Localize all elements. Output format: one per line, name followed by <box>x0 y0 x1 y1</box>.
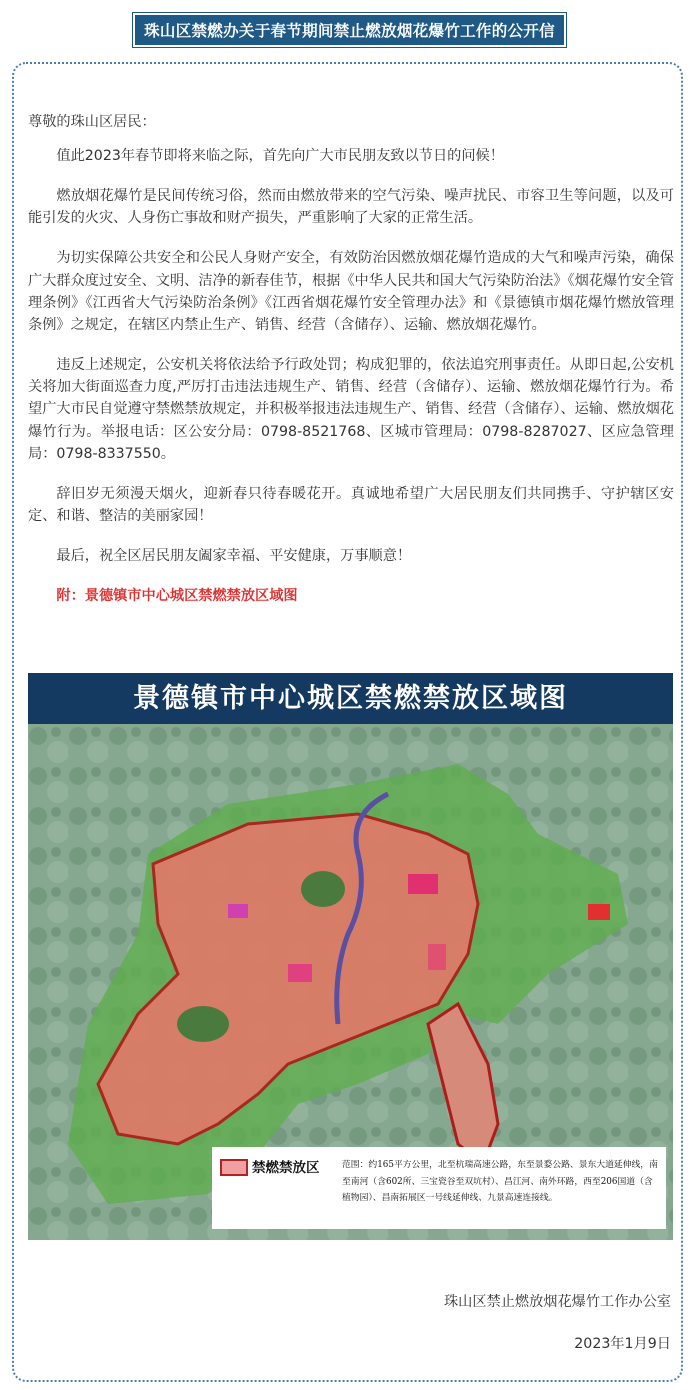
paragraph: 违反上述规定，公安机关将依法给予行政处罚；构成犯罪的，依法追究刑事责任。从即日起,公安机关将加大街面巡查力度,严厉打击违法违规生产、销售、经营（含储存）、运输、燃放烟花爆竹行为。希望广大市民自觉遵守禁燃禁放规定，并积极举报违法违规生产、销售、经营（含储存）、运输、燃放烟花爆竹行为。举报电话：区公安分局：0798-8521768、区城市管理局：0798-8287027、区应急管理局：0798-8337550。 <box>28 357 674 462</box>
attachment-note: 附：景德镇市中心城区禁燃禁放区域图 <box>56 588 298 605</box>
legend-description: 范围：约165平方公里，北至杭瑞高速公路，东至景婺公路、景东大道延伸线，南至南河（含602所、三宝瓷谷至双坑村）、昌江河、南外环路，西至206国道（含植物园）、昌南拓展区一号线延伸线、九景高速连接线。 <box>342 1160 658 1203</box>
greeting: 尊敬的珠山区居民： <box>28 114 156 130</box>
paragraph: 最后，祝全区居民朋友阖家幸福、平安健康，万事顺意！ <box>56 548 412 565</box>
date: 2023年1月9日 <box>574 1336 671 1352</box>
signature: 珠山区禁止燃放烟花爆竹工作办公室 <box>443 1294 671 1310</box>
map-title: 景德镇市中心城区禁燃禁放区域图 <box>28 673 673 724</box>
paragraph: 为切实保障公共安全和公民人身财产安全，有效防治因燃放烟花爆竹造成的大气和噪声污染，确保广大群众度过安全、文明、洁净的新春佳节，根据《中华人民共和国大气污染防治法》《烟花爆竹安全管理条例》《江西省大气污染防治条例》《江西省烟花爆竹安全管理办法》和《景德镇市烟花爆竹燃放管理条例》之规定，在辖区内禁止生产、销售、经营（含储存）、运输、燃放烟花爆竹。 <box>28 250 674 334</box>
map-legend <box>212 1147 666 1229</box>
legend-swatch <box>220 1159 248 1176</box>
paragraph: 燃放烟花爆竹是民间传统习俗，然而由燃放带来的空气污染、噪声扰民、市容卫生等问题，以及可能引发的火灾、人身伤亡事故和财产损失，严重影响了大家的正常生活。 <box>28 188 674 227</box>
letter-body <box>28 111 674 625</box>
page-title: 珠山区禁燃办关于春节期间禁止燃放烟花爆竹工作的公开信 <box>135 15 564 45</box>
legend-label: 禁燃禁放区 <box>252 1160 320 1176</box>
title-bar <box>0 15 699 45</box>
paragraph: 值此2023年春节即将来临之际，首先向广大市民朋友致以节日的问候！ <box>56 148 504 165</box>
paragraph: 辞旧岁无须漫天烟火，迎新春只待春暖花开。真诚地希望广大居民朋友们共同携手、守护辖区安定、和谐、整洁的美丽家园！ <box>28 485 674 525</box>
zone-map-image <box>28 673 673 1240</box>
